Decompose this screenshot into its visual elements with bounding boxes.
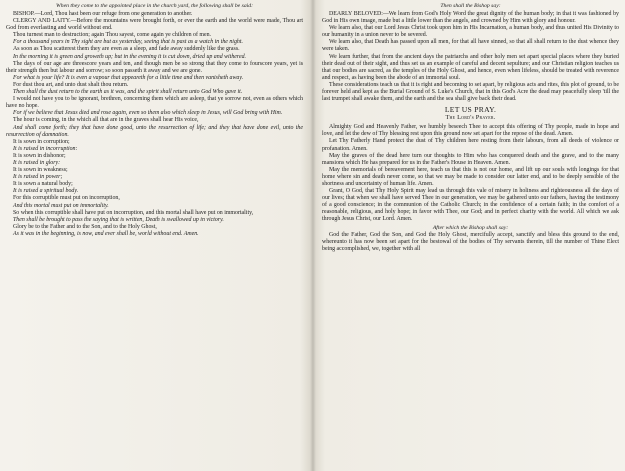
left-rubric: When they come to the appointed place in the church yard, the following shall be said: <box>55 3 254 9</box>
prayer-paragraph: Almighty God and Heavenly Father, we humbly beseech Thee to accept this offering of Thy people, made in hope and love, and let the dew of Thy blessing rest upon this ground now set apart for the repose of the dead. Amen. <box>322 124 619 138</box>
verse-line: I would not have you to be ignorant, brethren, concerning them which are asleep, that ye sorrow not, even as others which have no hope. <box>6 96 303 110</box>
verse-line: It is sown a natural body; <box>13 181 73 188</box>
closing-paragraph: God the Father, God the Son, and God the Holy Ghost, mercifully accept, sanctify and bless this ground to the end, whereunto it has now been set apart for the bestowal of the bodies of Thy servants therein, till the number of Thine Elect being accomplished, we, together with all <box>322 231 619 253</box>
verse-line: It is raised in incorruption: <box>13 145 78 152</box>
verse-line: BISHOP.—Lord, Thou hast been our refuge from one generation to another. <box>13 11 193 17</box>
verse-line: As soon as Thou scatterest them they are even as a sleep, and fade away suddenly like the grass. <box>13 46 240 53</box>
verse-line: It is raised in glory: <box>13 159 61 166</box>
after-rubric: After which the Bishop shall say: <box>432 224 509 231</box>
prayer-paragraph: Let Thy Fatherly Hand protect the dust of Thy children here resting from their labours, from all deeds of violence or profanation. Amen. <box>322 138 619 152</box>
verse-line: As it was in the beginning, is now, and ever shall be, world without end. Amen. <box>13 230 199 237</box>
verse-line: The hour is coming, in the which all that are in the graves shall hear His voice, <box>13 117 199 124</box>
right-page <box>322 3 619 468</box>
verse-line: And shall come forth; they that have done good, unto the resurrection of life; and they that have done evil, unto the resurrection of damnation. <box>6 124 303 138</box>
verse-line: Thou turnest man to destruction; again Thou sayest, come again ye children of men. <box>13 32 211 39</box>
verse-line: And this mortal must put on immortality. <box>13 202 109 209</box>
verse-line: CLERGY AND LAITY.—Before the mountains were brought forth, or ever the earth and the world were made, Thou art God from everlasting and world without end. <box>6 18 303 32</box>
verse-line: For what is your life? It is even a vapour that appeareth for a little time and then vanisheth away. <box>13 74 244 81</box>
page-gutter <box>310 0 316 471</box>
verse-line: It is sown in corruption; <box>13 138 70 145</box>
verse-line: For if we believe that Jesus died and rose again, even so them also which sleep in Jesus, will God bring with Him. <box>13 110 283 117</box>
verse-line: In the morning it is green and groweth up; but in the evening it is cut down, dried up and withered. <box>13 53 246 60</box>
verse-line: So when this corruptible shall have put on incorruption, and this mortal shall have put on immortality, <box>13 209 254 216</box>
verse-line: Glory be to the Father and to the Son, and to the Holy Ghost, <box>13 223 157 230</box>
verse-line: It is sown in dishonor; <box>13 152 66 159</box>
address-paragraphs <box>322 11 619 103</box>
verse-line: It is sown in weakness; <box>13 167 68 174</box>
prayer-paragraph: May the graves of the dead here turn our thoughts to Him who has conquered death and the grave, and to the many mansions which He has prepared for us in the Father's House in Heaven. Amen. <box>322 152 619 166</box>
verse-line: For dust thou art, and unto dust shalt thou return. <box>13 81 129 88</box>
left-page <box>6 3 303 468</box>
let-us-pray-heading: LET US PRAY. <box>444 105 497 115</box>
right-rubric: Then shall the Bishop say: <box>440 3 501 9</box>
verse-line: Then shall the dust return to the earth as it was, and the spirit shall return unto God Who gave it. <box>13 89 243 96</box>
address-paragraph: DEARLY BELOVED:—We learn from God's Holy Word the great dignity of the human body; in that it was fashioned by God in His own image, made but a little lower than the angels, and crowned by Him with glory and honour. <box>322 11 619 25</box>
left-verses <box>6 11 303 238</box>
verse-line: It is raised a spiritual body. <box>13 188 79 195</box>
verse-line: The days of our age are threescore years and ten, and though men be so strong that they come to fourscore years, yet is their strength then but labour and sorrow; so soon passeth it away and we are gone. <box>6 60 303 74</box>
address-paragraph: We learn also, that Death has passed upon all men, for that all have sinned, so that all shall return to the dust whence they were taken. <box>322 39 619 53</box>
verse-line: It is raised in power; <box>13 174 63 181</box>
address-paragraph: These considerations teach us that it is right and becoming to set apart, by religious acts and rites, this plot of ground, to be forever held and kept as the Burial Ground of S. Luke's Church, that in this God's Acre the dead may peacefully sleep 'till the last trumpet shall awake them, and the earth and the sea shall give back their dead. <box>322 81 619 103</box>
address-paragraph: We learn further, that from the ancient days the patriarchs and other holy men set apart special places where they buried their dead out of their sight, and thus set us an example of careful and decent sepulture; and our Christian religion teaches us that our bodies are sacred, as the temples of the Holy Ghost, and hence, even when lifeless, should be treated with reverence and respect, as having been the abode of an immortal soul. <box>322 53 619 81</box>
prayer-paragraph: May the memorials of bereavement here, teach us that this is not our home, and lift up our souls with longings for that home where sin and death never come, so that we may be made to consider our latter end, and to be deeply sensible of the shortness and uncertainty of human life. Amen. <box>322 166 619 187</box>
lords-prayer-heading: The Lord's Prayer. <box>445 114 496 122</box>
prayer-paragraph: Grant, O God, that Thy Holy Spirit may lead us through this vale of misery in holiness and righteousness all the days of our lives; that when we shall have served Thee in our generation, we may be gathered unto our fathers, having the testimony of a good conscience; in the communion of the Catholic Church; in the confidence of a certain faith; in the comfort of a reasonable, religious, and holy hope; in favor with Thee, our God; and in perfect charity with the world. All which we ask through Jesus Christ, our Lord. Amen. <box>322 188 619 223</box>
verse-line: For this corruptible must put on incorruption, <box>13 195 120 202</box>
verse-line: Then shall be brought to pass the saying that is written, Death is swallowed up in victory. <box>13 216 224 223</box>
address-paragraph: We learn also, that our Lord Jesus Christ took upon him in His Incarnation, a human body, and thus united His Divinity to our humanity in a union never to be severed. <box>322 25 619 39</box>
verse-line: For a thousand years in Thy sight are but as yesterday, seeing that is past as a watch in the night. <box>13 39 243 46</box>
prayer-paragraphs <box>322 124 619 223</box>
